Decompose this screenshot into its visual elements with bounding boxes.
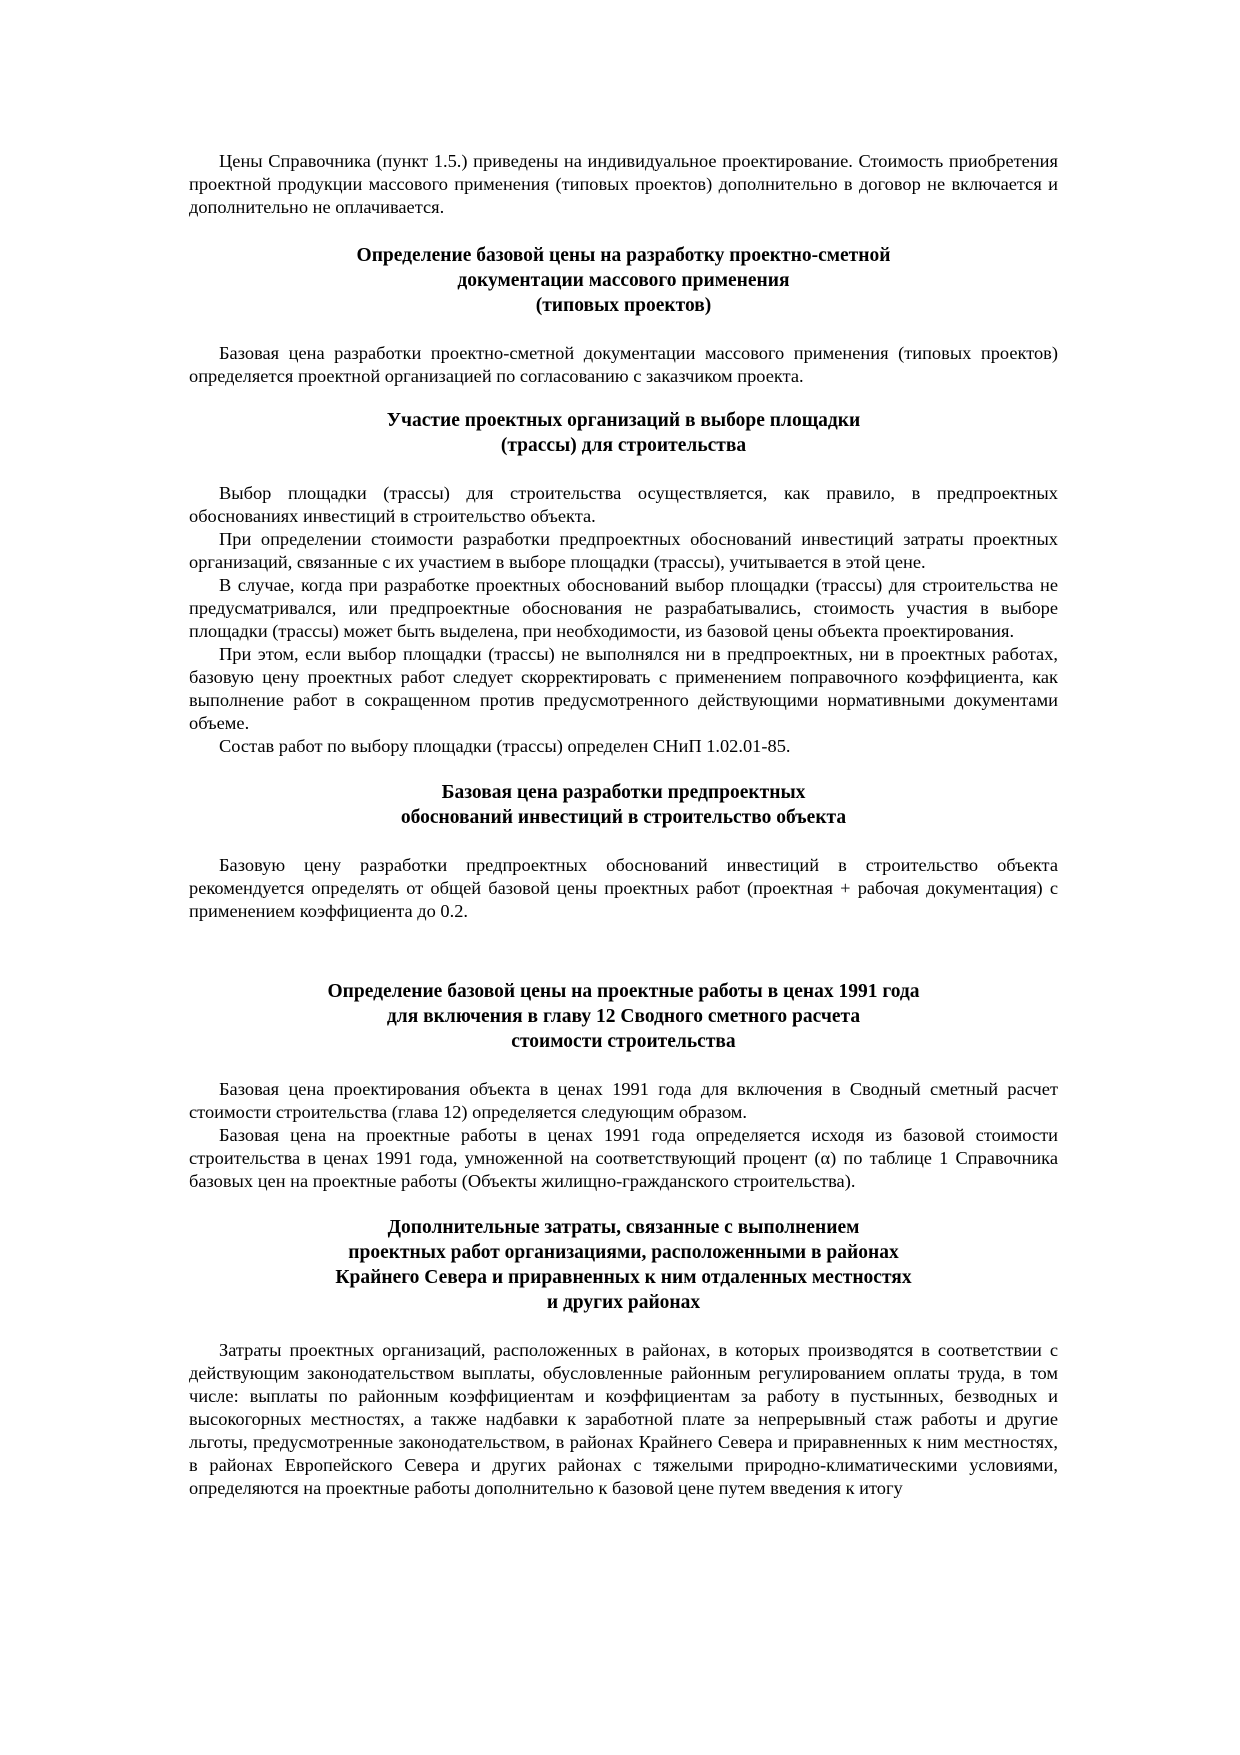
- section2-paragraph-4: При этом, если выбор площадки (трассы) не выполнялся ни в предпроектных, ни в проектных работах, базовую цену проектных работ следует скорректировать с применением поправочного коэффициента, как выполнение работ в сокращенном против предусмотренного действующими нормативными документами объеме.: [189, 644, 1058, 733]
- section4-title-line-2: для включения в главу 12 Сводного сметного расчета: [386, 1006, 861, 1027]
- section1-title-line-2: документации массового применения: [457, 270, 790, 291]
- section5-title-line-3: Крайнего Севера и приравненных к ним отдаленных местностях: [335, 1267, 912, 1288]
- section4-title-line-1: Определение базовой цены на проектные работы в ценах 1991 года: [327, 981, 920, 1002]
- section2-paragraph-1: Выбор площадки (трассы) для строительства осуществляется, как правило, в предпроектных обоснованиях инвестиций в строительство объекта.: [189, 483, 1058, 526]
- section5-title-line-4: и других районах: [546, 1292, 701, 1313]
- document-page: [189, 150, 1058, 1500]
- section1-paragraph-1: Базовая цена разработки проектно-сметной документации массового применения (типовых проектов) определяется проектной организацией по согласованию с заказчиком проекта.: [189, 343, 1058, 386]
- section2-title: [189, 408, 1058, 458]
- section2-title-line-2: (трассы) для строительства: [500, 435, 747, 456]
- section5-title-line-2: проектных работ организациями, расположенными в районах: [348, 1242, 899, 1263]
- section2-paragraph-2: При определении стоимости разработки предпроектных обоснований инвестиций затраты проектных организаций, связанные с их участием в выборе площадки (трассы), учитывается в этой цене.: [189, 529, 1058, 572]
- section3-title-line-2: обоснований инвестиций в строительство объекта: [400, 807, 847, 828]
- section3-paragraph-1: Базовую цену разработки предпроектных обоснований инвестиций в строительство объекта рекомендуется определять от общей базовой цены проектных работ (проектная + рабочая документация) с применением коэффициента до 0.2.: [189, 855, 1058, 921]
- section3-title-line-1: Базовая цена разработки предпроектных: [441, 782, 806, 803]
- section1-title-line-3: (типовых проектов): [535, 295, 712, 316]
- section1-title-line-1: Определение базовой цены на разработку проектно-сметной: [356, 245, 891, 266]
- section5-title: [189, 1215, 1058, 1315]
- intro-paragraph-1: Цены Справочника (пункт 1.5.) приведены на индивидуальное проектирование. Стоимость приобретения проектной продукции массового применения (типовых проектов) дополнительно в договор не включается и дополнительно не оплачивается.: [189, 151, 1058, 217]
- section5-title-line-1: Дополнительные затраты, связанные с выполнением: [387, 1217, 860, 1238]
- section4-paragraph-2: Базовая цена на проектные работы в ценах 1991 года определяется исходя из базовой стоимости строительства в ценах 1991 года, умноженной на соответствующий процент (α) по таблице 1 Справочника базовых цен на проектные работы (Объекты жилищно-гражданского строительства).: [189, 1125, 1058, 1191]
- section1-title: [189, 243, 1058, 318]
- section4-title: [189, 979, 1058, 1054]
- section2-title-line-1: Участие проектных организаций в выборе площадки: [386, 410, 861, 431]
- section5-paragraph-1: Затраты проектных организаций, расположенных в районах, в которых производятся в соответствии с действующим законодательством выплаты, обусловленные районным регулированием оплаты труда, в том числе: выплаты по районным коэффициентам и коэффициентам за работу в пустынных, безводных и высокогорных местностях, а также надбавки к заработной плате за непрерывный стаж работы и другие льготы, предусмотренные законодательством, в районах Крайнего Севера и приравненных к ним местностях, в районах Европейского Севера и других районах с тяжелыми природно-климатическими условиями, определяются на проектные работы дополнительно к базовой цене путем введения к итогу: [189, 1340, 1058, 1498]
- section3-title: [189, 780, 1058, 830]
- section2-paragraph-5: Состав работ по выбору площадки (трассы) определен СНиП 1.02.01-85.: [219, 736, 791, 756]
- section4-title-line-3: стоимости строительства: [511, 1031, 736, 1052]
- section4-paragraph-1: Базовая цена проектирования объекта в ценах 1991 года для включения в Сводный сметный расчет стоимости строительства (глава 12) определяется следующим образом.: [189, 1079, 1058, 1122]
- section2-paragraph-3: В случае, когда при разработке проектных обоснований выбор площадки (трассы) для строительства не предусматривался, или предпроектные обоснования не разрабатывались, стоимость участия в выборе площадки (трассы) может быть выделена, при необходимости, из базовой цены объекта проектирования.: [189, 575, 1058, 641]
